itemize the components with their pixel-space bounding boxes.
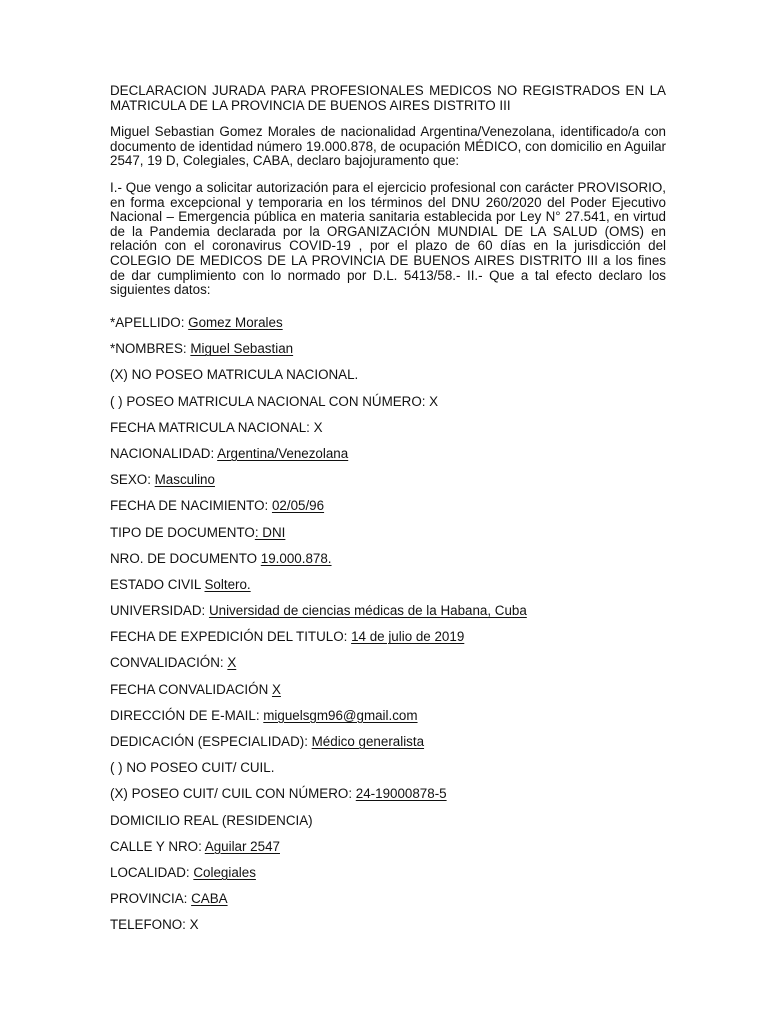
field-domicilio-real bbox=[110, 814, 666, 840]
field-value: miguelsgm96@gmail.com bbox=[263, 707, 418, 723]
field-fecha-titulo bbox=[110, 630, 666, 656]
field-label: TIPO DE DOCUMENTO bbox=[110, 524, 255, 540]
field-label: ( ) NO POSEO CUIT/ CUIL. bbox=[110, 760, 275, 776]
field-label: FECHA CONVALIDACIÓN bbox=[110, 681, 272, 697]
field-fecha-convalidacion bbox=[110, 683, 666, 709]
declaration-paragraph: I.- Que vengo a solicitar autorización para el ejercicio profesional con carácter PROVISORIO, en forma excepcional y temporaria en los términos del DNU 260/2020 del Poder Ejecutivo Nacional – Emergencia pública en materia sanitaria establecida por Ley N° 27.541, en virtud de la Pandemia declarada por la ORGANIZACIÓN MUNDIAL DE LA SALUD (OMS) en relación con el coronavirus COVID-19 , por el plazo de 60 días en la jurisdicción del COLEGIO DE MEDICOS DE LA PROVINCIA DE BUENOS AIRES DISTRITO III a los fines de dar cumplimiento con lo normado por D.L. 5413/58.- II.- Que a tal efecto declaro los siguientes datos: bbox=[110, 179, 666, 298]
field-value: Aguilar 2547 bbox=[204, 838, 280, 854]
field-label: PROVINCIA: bbox=[110, 891, 192, 907]
field-label: *NOMBRES: bbox=[110, 341, 191, 357]
field-calle bbox=[110, 840, 666, 866]
form-fields bbox=[110, 316, 666, 945]
field-label: ESTADO CIVIL bbox=[110, 576, 205, 592]
field-value: Soltero. bbox=[204, 576, 251, 592]
field-value: Universidad de ciencias médicas de la Habana, Cuba bbox=[208, 603, 527, 619]
field-value: 14 de julio de 2019 bbox=[351, 629, 465, 645]
field-nombres bbox=[110, 342, 666, 368]
document-body bbox=[110, 84, 666, 298]
field-email bbox=[110, 709, 666, 735]
field-fecha-matricula bbox=[110, 421, 666, 447]
field-label: FECHA MATRICULA NACIONAL: X bbox=[110, 419, 323, 435]
field-label: NRO. DE DOCUMENTO bbox=[110, 550, 261, 566]
field-label: DIRECCIÓN DE E-MAIL: bbox=[110, 707, 264, 723]
field-value: Médico generalista bbox=[311, 734, 425, 749]
field-value: Argentina/Venezolana bbox=[217, 445, 349, 461]
field-localidad bbox=[110, 866, 666, 892]
field-label: FECHA DE EXPEDICIÓN DEL TITULO: bbox=[110, 629, 352, 645]
field-no-cuit bbox=[110, 761, 666, 787]
field-value: X bbox=[271, 681, 281, 697]
field-label: LOCALIDAD: bbox=[110, 864, 194, 880]
field-label: DEDICACIÓN (ESPECIALIDAD): bbox=[110, 734, 312, 749]
field-nacionalidad bbox=[110, 447, 666, 473]
document-title: DECLARACION JURADA PARA PROFESIONALES MEDICOS NO REGISTRADOS EN LA MATRICULA DE LA PROVINCIA DE BUENOS AIRES DISTRITO III bbox=[110, 83, 666, 113]
field-telefono bbox=[110, 918, 666, 944]
field-cuit bbox=[110, 787, 666, 813]
intro-paragraph: Miguel Sebastian Gomez Morales de nacionalidad Argentina/Venezolana, identificado/a con documento de identidad número 19.000.878, de ocupación MÉDICO, con domicilio en Aguilar 2547, 19 D, Colegiales, CABA, declaro bajojuramento que: bbox=[110, 124, 666, 169]
field-value: X bbox=[227, 655, 237, 671]
field-label: NACIONALIDAD: bbox=[110, 445, 218, 461]
field-label: (X) NO POSEO MATRICULA NACIONAL. bbox=[110, 367, 359, 383]
field-provincia bbox=[110, 892, 666, 918]
field-value: Gomez Morales bbox=[188, 315, 283, 330]
field-universidad bbox=[110, 604, 666, 630]
field-value: : DNI bbox=[254, 524, 286, 540]
field-value: Colegiales bbox=[193, 864, 256, 880]
field-label: (X) POSEO CUIT/ CUIL CON NÚMERO: bbox=[110, 786, 356, 802]
field-value: CABA bbox=[191, 891, 228, 907]
field-apellido bbox=[110, 316, 666, 342]
field-sexo bbox=[110, 473, 666, 499]
field-value: Miguel Sebastian bbox=[190, 341, 294, 357]
field-especialidad bbox=[110, 735, 666, 761]
field-label: FECHA DE NACIMIENTO: bbox=[110, 498, 272, 514]
field-label: TELEFONO: X bbox=[110, 917, 199, 933]
field-nro-documento bbox=[110, 552, 666, 578]
field-no-matricula bbox=[110, 368, 666, 394]
field-tipo-documento bbox=[110, 526, 666, 552]
field-label: ( ) POSEO MATRICULA NACIONAL CON NÚMERO: X bbox=[110, 393, 439, 409]
field-value: 24-19000878-5 bbox=[355, 786, 447, 802]
field-convalidacion bbox=[110, 656, 666, 682]
field-label: UNIVERSIDAD: bbox=[110, 603, 209, 619]
field-value: Masculino bbox=[154, 472, 215, 488]
field-value: 02/05/96 bbox=[271, 498, 325, 514]
field-label: DOMICILIO REAL (RESIDENCIA) bbox=[110, 812, 313, 828]
field-fecha-nacimiento bbox=[110, 499, 666, 525]
field-label: CONVALIDACIÓN: bbox=[110, 655, 228, 671]
field-label: *APELLIDO: bbox=[110, 315, 189, 330]
field-estado-civil bbox=[110, 578, 666, 604]
field-value: 19.000.878. bbox=[260, 550, 332, 566]
field-matricula-numero bbox=[110, 395, 666, 421]
field-label: SEXO: bbox=[110, 472, 155, 488]
field-label: CALLE Y NRO: bbox=[110, 838, 205, 854]
